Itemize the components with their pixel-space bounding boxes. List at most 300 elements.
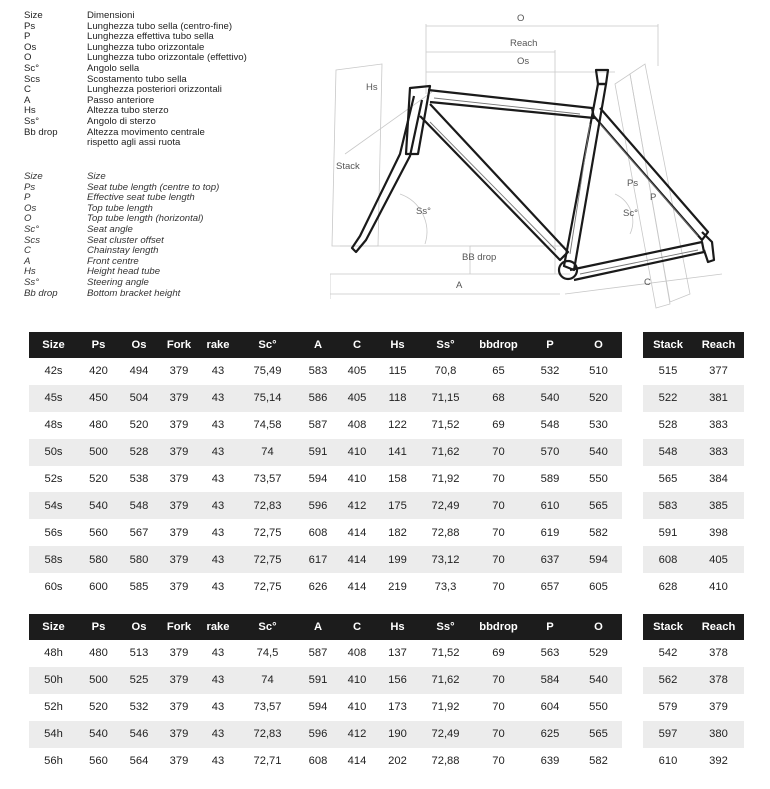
table-cell: 532 <box>129 701 149 714</box>
label-C: C <box>644 277 651 288</box>
legend-desc: Bottom bracket height <box>87 287 181 299</box>
table-cell: 591 <box>298 667 338 694</box>
table-cell: 71,62 <box>419 667 472 694</box>
legend-code: Size <box>24 171 43 182</box>
table-cell: 69 <box>492 419 505 432</box>
table-cell: 550 <box>589 701 608 714</box>
table-cell: 72,75 <box>237 546 298 573</box>
label-Ps: Ps <box>627 178 639 189</box>
table-row <box>643 439 744 466</box>
table-cell: 583 <box>308 365 328 378</box>
table-cell: 175 <box>376 492 419 519</box>
table-cell: 73,3 <box>434 580 457 593</box>
legend-italian <box>24 11 247 149</box>
table-cell: 639 <box>540 755 560 767</box>
label-stack: Stack <box>336 161 360 172</box>
table-cell: 43 <box>199 385 237 412</box>
table-cell: 596 <box>298 492 338 519</box>
table-cell: 378 <box>693 667 744 694</box>
table-row <box>643 748 744 775</box>
table-cell: 73,12 <box>419 546 472 573</box>
table-cell: 156 <box>376 667 419 694</box>
table-cell: 122 <box>388 419 407 432</box>
legend-code: O <box>24 52 32 64</box>
legend-code: C <box>24 245 31 257</box>
table-row <box>29 358 622 385</box>
legend-code: P <box>24 192 31 204</box>
table-cell: 379 <box>709 701 728 714</box>
table-cell: 74,58 <box>253 419 282 432</box>
label-Hs: Hs <box>366 82 378 93</box>
table-cell: 548 <box>643 439 693 466</box>
legend-desc: Top tube length (horizontal) <box>87 213 204 225</box>
table-cell: 74 <box>237 667 298 694</box>
column-header: bbdrop <box>472 332 525 358</box>
table-cell: 587 <box>308 647 328 660</box>
table-cell: 75,14 <box>237 385 298 412</box>
legend-code: Scs <box>24 73 40 85</box>
table-cell: 610 <box>658 755 678 767</box>
table-row <box>29 412 622 439</box>
table-cell: 70 <box>492 526 505 539</box>
label-bb-drop: BB drop <box>462 252 497 263</box>
table-cell: 414 <box>338 546 376 573</box>
table-cell: 71,92 <box>431 473 460 485</box>
table-cell: 480 <box>89 419 108 432</box>
table-cell: 494 <box>129 365 149 378</box>
legend-row <box>24 278 219 289</box>
table-cell: 628 <box>658 580 678 593</box>
table-cell: 540 <box>78 721 119 748</box>
table-cell: 605 <box>589 580 608 593</box>
legend-row <box>24 117 247 128</box>
table-cell: 520 <box>89 701 108 714</box>
legend-code: Ps <box>24 181 36 193</box>
table-cell: 520 <box>575 385 622 412</box>
legend-code: Ss° <box>24 276 40 288</box>
table-cell: 379 <box>169 580 189 593</box>
table-cell: 68 <box>472 385 525 412</box>
table-cell: 50h <box>29 667 78 694</box>
table-cell: 43 <box>199 667 237 694</box>
legend-code: Bb drop <box>24 287 58 299</box>
table-row <box>29 640 622 667</box>
column-header: C <box>338 332 376 358</box>
table-cell: 115 <box>388 365 407 378</box>
table-cell: 377 <box>709 365 728 378</box>
legend-code: Bb drop <box>24 126 58 138</box>
table-cell: 414 <box>347 580 367 593</box>
legend-row <box>24 11 247 22</box>
table-cell: 141 <box>376 439 419 466</box>
table-cell: 60s <box>44 580 63 593</box>
legend-code: C <box>24 84 31 96</box>
legend-code: Scs <box>24 234 40 246</box>
table-cell: 72,49 <box>419 721 472 748</box>
column-header: O <box>575 332 622 358</box>
table-cell: 72,83 <box>237 721 298 748</box>
legend-desc: Lunghezza tubo sella (centro-fine) <box>87 20 233 32</box>
table-cell: 504 <box>119 385 159 412</box>
table-row <box>643 640 744 667</box>
table-row <box>29 492 622 519</box>
table-cell: 410 <box>709 580 728 593</box>
column-header: Os <box>119 332 159 358</box>
table-cell: 69 <box>492 647 505 660</box>
table-cell: 158 <box>388 473 407 485</box>
table-cell: 540 <box>525 385 575 412</box>
table-cell: 529 <box>589 647 608 660</box>
table-cell: 563 <box>540 647 560 660</box>
column-header: Fork <box>159 332 199 358</box>
legend-code: O <box>24 213 32 225</box>
table-cell: 585 <box>129 580 149 593</box>
table-cell: 65 <box>492 365 505 378</box>
table-cell: 608 <box>643 546 693 573</box>
table-cell: 379 <box>159 546 199 573</box>
table-cell: 657 <box>540 580 560 593</box>
table-cell: 43 <box>199 721 237 748</box>
legend-code: A <box>24 94 31 106</box>
table-cell: 379 <box>159 439 199 466</box>
legend-code: Size <box>24 10 43 21</box>
table-cell: 379 <box>169 365 189 378</box>
table-cell: 405 <box>693 546 744 573</box>
table-cell: 202 <box>388 755 407 767</box>
column-header: Hs <box>376 332 419 358</box>
table-cell: 52s <box>44 473 63 485</box>
table-cell: 540 <box>78 492 119 519</box>
column-header: Stack <box>643 614 693 640</box>
table-row <box>643 573 744 600</box>
table-row <box>643 358 744 385</box>
table-cell: 410 <box>347 473 367 485</box>
table-cell: 48h <box>44 647 63 660</box>
table-cell: 219 <box>388 580 407 593</box>
table-cell: 75,49 <box>253 365 282 378</box>
column-header: Os <box>119 614 159 640</box>
table-row <box>643 412 744 439</box>
table-cell: 72,88 <box>431 526 460 539</box>
legend-desc: Angolo sella <box>87 62 140 74</box>
legend-row <box>24 225 219 236</box>
legend-code: Sc° <box>24 223 40 235</box>
table-cell: 70 <box>472 667 525 694</box>
column-header: Ps <box>78 614 119 640</box>
table-cell: 594 <box>308 473 328 485</box>
table-cell: 540 <box>575 439 622 466</box>
table-cell: 546 <box>119 721 159 748</box>
table-cell: 591 <box>298 439 338 466</box>
legend-row <box>24 289 219 300</box>
table-cell: 43 <box>211 473 225 485</box>
table-cell: 70 <box>472 492 525 519</box>
column-header: A <box>298 614 338 640</box>
table-cell: 619 <box>540 526 560 539</box>
stack-reach-table-h <box>643 614 744 774</box>
legend-desc: Size <box>87 171 106 182</box>
table-cell: 43 <box>199 439 237 466</box>
table-cell: 43 <box>199 546 237 573</box>
table-cell: 70 <box>492 580 505 593</box>
table-cell: 72,49 <box>419 492 472 519</box>
table-cell: 398 <box>709 526 728 539</box>
table-cell: 71,92 <box>431 701 460 714</box>
table-cell: 70 <box>492 473 505 485</box>
table-cell: 515 <box>658 365 678 378</box>
table-cell: 72,71 <box>253 755 282 767</box>
table-cell: 48s <box>44 419 63 432</box>
table-cell: 586 <box>298 385 338 412</box>
legend-desc: Altezza tubo sterzo <box>87 105 169 117</box>
table-cell: 378 <box>709 647 728 660</box>
table-cell: 414 <box>347 755 367 767</box>
column-header: Ps <box>78 332 119 358</box>
legend-row <box>24 172 219 183</box>
legend-code: Hs <box>24 105 36 117</box>
table-cell: 580 <box>119 546 159 573</box>
label-reach: Reach <box>510 38 538 49</box>
table-cell: 542 <box>658 647 678 660</box>
table-cell: 70 <box>492 755 505 767</box>
column-header: Size <box>29 614 78 640</box>
table-row <box>643 721 744 748</box>
table-cell: 72,88 <box>431 755 460 767</box>
table-cell: 626 <box>308 580 328 593</box>
table-cell: 500 <box>78 439 119 466</box>
table-cell: 173 <box>388 701 407 714</box>
table-cell: 52h <box>44 701 63 714</box>
column-header: P <box>525 332 575 358</box>
table-cell: 381 <box>693 385 744 412</box>
table-cell: 405 <box>338 385 376 412</box>
label-P: P <box>650 192 657 203</box>
table-cell: 70 <box>472 439 525 466</box>
table-cell: 528 <box>658 419 678 432</box>
frame-geometry-diagram <box>330 4 760 314</box>
table-cell: 43 <box>211 755 225 767</box>
table-row <box>643 694 744 721</box>
table-cell: 522 <box>643 385 693 412</box>
column-header: Fork <box>159 614 199 640</box>
geometry-table-h <box>29 614 622 774</box>
label-Ss: Ss° <box>416 206 431 217</box>
table-cell: 70 <box>492 701 505 714</box>
legend-desc: Effective seat tube length <box>87 192 195 204</box>
column-header: bbdrop <box>472 614 525 640</box>
legend-code: Ss° <box>24 115 40 127</box>
table-cell: 608 <box>308 755 328 767</box>
column-header: Reach <box>693 614 744 640</box>
table-cell: 73,57 <box>253 701 282 714</box>
table-cell: 565 <box>658 473 678 485</box>
table-cell: 74,5 <box>256 647 279 660</box>
table-cell: 579 <box>658 701 678 714</box>
table-cell: 43 <box>211 365 225 378</box>
table-cell: 594 <box>575 546 622 573</box>
table-cell: 379 <box>159 667 199 694</box>
table-cell: 384 <box>709 473 728 485</box>
column-header: P <box>525 614 575 640</box>
table-cell: 570 <box>525 439 575 466</box>
table-cell: 137 <box>388 647 407 660</box>
column-header: Sc° <box>237 332 298 358</box>
table-cell: 70 <box>472 721 525 748</box>
table-cell: 584 <box>525 667 575 694</box>
table-cell: 528 <box>119 439 159 466</box>
column-header: Reach <box>693 332 744 358</box>
column-header: rake <box>199 332 237 358</box>
column-header: Ss° <box>419 332 472 358</box>
table-cell: 45s <box>29 385 78 412</box>
table-cell: 405 <box>347 365 367 378</box>
table-cell: 520 <box>129 419 149 432</box>
column-header: rake <box>199 614 237 640</box>
table-row <box>643 546 744 573</box>
table-cell: 565 <box>575 492 622 519</box>
table-row <box>643 519 744 546</box>
table-cell: 379 <box>169 647 189 660</box>
legend-desc: Passo anteriore <box>87 94 155 106</box>
legend-desc: Seat tube length (centre to top) <box>87 181 220 193</box>
table-row <box>643 385 744 412</box>
table-row <box>29 721 622 748</box>
label-Sc: Sc° <box>623 208 638 219</box>
table-cell: 71,15 <box>419 385 472 412</box>
table-cell: 70,8 <box>434 365 457 378</box>
table-cell: 548 <box>119 492 159 519</box>
table-cell: 73,57 <box>253 473 282 485</box>
legend-row <box>24 64 247 75</box>
legend-code: Os <box>24 41 37 53</box>
table-cell: 385 <box>693 492 744 519</box>
table-cell: 600 <box>89 580 108 593</box>
table-cell: 610 <box>525 492 575 519</box>
column-header: Stack <box>643 332 693 358</box>
label-Os: Os <box>517 56 530 67</box>
table-cell: 408 <box>347 419 367 432</box>
table-cell: 43 <box>211 647 225 660</box>
legend-desc: Altezza movimento centrale <box>87 126 205 138</box>
table-cell: 379 <box>159 492 199 519</box>
table-cell: 562 <box>643 667 693 694</box>
table-cell: 54s <box>29 492 78 519</box>
table-cell: 540 <box>575 667 622 694</box>
legend-desc: Scostamento tubo sella <box>87 73 187 85</box>
table-cell: 550 <box>589 473 608 485</box>
table-cell: 379 <box>159 385 199 412</box>
table-cell: 538 <box>129 473 149 485</box>
table-row <box>643 667 744 694</box>
table-cell: 50s <box>29 439 78 466</box>
table-cell: 43 <box>211 580 225 593</box>
legend-code: A <box>24 255 31 267</box>
table-cell: 500 <box>78 667 119 694</box>
geometry-table-s <box>29 332 622 600</box>
label-O: O <box>517 13 525 24</box>
table-cell: 410 <box>338 439 376 466</box>
legend-desc: Lunghezza tubo orizzontale (effettivo) <box>87 52 247 64</box>
label-A: A <box>456 280 463 291</box>
table-cell: 43 <box>211 701 225 714</box>
table-cell: 564 <box>129 755 149 767</box>
table-cell: 560 <box>89 526 108 539</box>
table-cell: 182 <box>388 526 407 539</box>
table-row <box>643 492 744 519</box>
table-cell: 72,75 <box>253 580 282 593</box>
table-cell: 410 <box>338 667 376 694</box>
table-cell: 56s <box>44 526 63 539</box>
table-cell: 532 <box>540 365 560 378</box>
legend-code: Os <box>24 202 37 214</box>
table-cell: 379 <box>169 419 189 432</box>
table-row <box>29 546 622 573</box>
legend-english <box>24 172 219 299</box>
table-cell: 70 <box>472 546 525 573</box>
table-cell: 589 <box>540 473 560 485</box>
frame-outline <box>352 70 714 280</box>
column-header: Hs <box>376 614 419 640</box>
table-row <box>643 466 744 493</box>
table-row <box>29 466 622 493</box>
table-cell: 510 <box>589 365 608 378</box>
table-cell: 513 <box>129 647 149 660</box>
table-cell: 580 <box>78 546 119 573</box>
table-cell: 379 <box>169 473 189 485</box>
table-cell: 560 <box>89 755 108 767</box>
table-cell: 54h <box>29 721 78 748</box>
table-cell: 617 <box>298 546 338 573</box>
table-cell: 548 <box>540 419 560 432</box>
table-cell: 43 <box>211 526 225 539</box>
legend-code: P <box>24 31 31 43</box>
table-cell: 43 <box>199 492 237 519</box>
legend-italian-continuation: rispetto agli assi ruota <box>87 137 181 149</box>
legend-code: Hs <box>24 266 36 278</box>
table-cell: 379 <box>159 721 199 748</box>
legend-desc: Lunghezza tubo orizzontale <box>87 41 205 53</box>
table-cell: 412 <box>338 721 376 748</box>
table-cell: 625 <box>525 721 575 748</box>
table-cell: 383 <box>693 439 744 466</box>
table-row <box>29 385 622 412</box>
table-cell: 379 <box>169 526 189 539</box>
table-cell: 596 <box>298 721 338 748</box>
table-cell: 412 <box>338 492 376 519</box>
table-cell: 56h <box>44 755 63 767</box>
table-cell: 392 <box>709 755 728 767</box>
table-row <box>29 519 622 546</box>
table-row <box>29 573 622 600</box>
stack-reach-table-s <box>643 332 744 600</box>
legend-desc: Height head tube <box>87 266 161 278</box>
legend-code: Ps <box>24 20 36 32</box>
table-cell: 530 <box>589 419 608 432</box>
table-cell: 525 <box>119 667 159 694</box>
legend-desc: Chainstay length <box>87 245 159 257</box>
table-row <box>29 694 622 721</box>
column-header: A <box>298 332 338 358</box>
table-cell: 591 <box>658 526 678 539</box>
table-cell: 71,62 <box>419 439 472 466</box>
table-cell: 567 <box>129 526 149 539</box>
table-cell: 608 <box>308 526 328 539</box>
table-cell: 43 <box>211 419 225 432</box>
table-cell: 118 <box>376 385 419 412</box>
column-header: Size <box>29 332 78 358</box>
table-cell: 71,52 <box>431 647 460 660</box>
table-cell: 594 <box>308 701 328 714</box>
